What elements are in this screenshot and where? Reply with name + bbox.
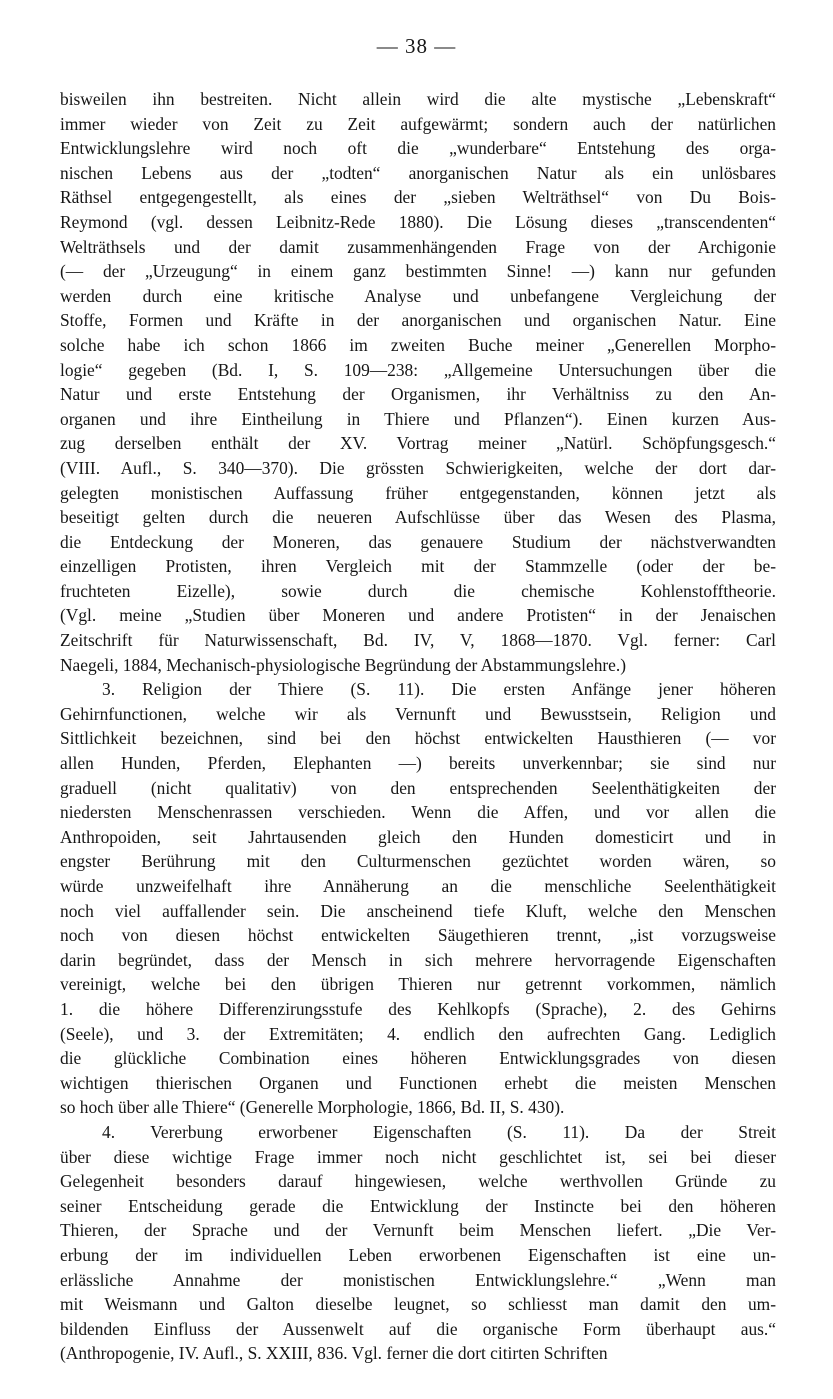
text-line: Naegeli, 1884, Mechanisch-physiologische Begründung der Abstammungslehre.) [60,654,627,675]
text-line: Gehirnfunctionen, welche wir als Vernunft und Bewusstsein, Religion und [60,703,776,724]
text-line: (Seele), und 3. der Extremitäten; 4. endlich den aufrechten Gang. Lediglich [60,1023,776,1044]
text-line: erlässliche Annahme der monistischen Entwicklungslehre.“ „Wenn man [60,1269,776,1290]
text-line: 3. Religion der Thiere (S. 11). Die ersten Anfänge jener höheren [102,679,776,700]
text-line: noch viel auffallender sein. Die anscheinend tiefe Kluft, welche den Menschen [60,900,776,921]
paragraph-1 [60,87,776,677]
paragraph-3 [60,1120,776,1366]
text-line: allen Hunden, Pferden, Elephanten —) bereits unverkennbar; sie sind nur [60,753,776,774]
text-line: bildenden Einfluss der Aussenwelt auf die organische Form überhaupt aus.“ [60,1318,776,1339]
text-line: wichtigen thierischen Organen und Functionen erhebt die meisten Menschen [60,1072,776,1093]
text-line: würde unzweifelhaft ihre Annäherung an die menschliche Seelenthätigkeit [60,876,776,896]
text-line: engster Berührung mit den Culturmenschen gezüchtet worden wären, so [60,851,776,872]
text-line: Zeitschrift für Naturwissenschaft, Bd. IV, V, 1868—1870. Vgl. ferner: Carl [60,630,776,651]
text-line: immer wieder von Zeit zu Zeit aufgewärmt; sondern auch der natürlichen [60,113,776,134]
text-line: Reymond (vgl. dessen Leibnitz-Rede 1880). Die Lösung dieses „transcendenten“ [60,211,776,232]
text-line: Thieren, der Sprache und der Vernunft beim Menschen liefert. „Die Ver- [60,1220,776,1241]
text-line: (Anthropogenie, IV. Aufl., S. XXIII, 836. Vgl. ferner die dort citirten Schriften [60,1343,608,1364]
text-line: noch von diesen höchst entwickelten Säugethieren trennt, „ist vorzugsweise [60,925,776,946]
text-line: über diese wichtige Frage immer noch nicht geschlichtet ist, sei bei dieser [60,1146,776,1167]
text-line: nischen Lebens aus der „todten“ anorganischen Natur als ein unlösbares [60,162,776,183]
text-line: darin begründet, dass der Mensch in sich mehrere hervorragende Eigenschaften [60,949,776,970]
text-line: beseitigt gelten durch die neueren Aufschlüsse über das Wesen des Plasma, [60,507,776,528]
text-line: (Vgl. meine „Studien über Moneren und andere Protisten“ in der Jenaischen [60,605,776,626]
text-line: einzelligen Protisten, ihren Vergleich mit der Stammzelle (oder der be- [60,556,776,577]
text-line: 1. die höhere Differenzirungsstufe des Kehlkopfs (Sprache), 2. des Gehirns [60,998,776,1019]
text-line: erbung der im individuellen Leben erworbenen Eigenschaften ist eine un- [60,1244,776,1265]
text-line: graduell (nicht qualitativ) von den entsprechenden Seelenthätigkeiten der [60,777,776,798]
text-line: Entwicklungslehre wird noch oft die „wunderbare“ Entstehung des orga- [60,138,776,159]
text-line: Welträthsels und der damit zusammenhängenden Frage von der Archigonie [60,236,776,257]
text-line: (VIII. Aufl., S. 340—370). Die grössten Schwierigkeiten, welche der dort dar- [60,457,776,478]
text-line: Räthsel entgegengestellt, als eines der „sieben Welträthsel“ von Du Bois- [60,187,776,208]
text-line: zug derselben enthält der XV. Vortrag meiner „Natürl. Schöpfungsgesch.“ [60,433,776,454]
text-line: werden durch eine kritische Analyse und unbefangene Vergleichung der [60,285,776,306]
body-text [60,87,776,1366]
text-line: 4. Vererbung erworbener Eigenschaften (S. 11). Da der Streit [102,1121,776,1142]
text-line: Anthropoiden, seit Jahrtausenden gleich den Hunden domesticirt und in [60,826,776,847]
text-line: so hoch über alle Thiere“ (Generelle Morphologie, 1866, Bd. II, S. 430). [60,1097,565,1118]
text-line: vereinigt, welche bei den übrigen Thieren nur getrennt vorkommen, nämlich [60,974,776,995]
text-line: Sittlichkeit bezeichnen, sind bei den höchst entwickelten Hausthieren (— vor [60,728,776,749]
text-line: solche habe ich schon 1866 im zweiten Buche meiner „Generellen Morpho- [60,334,776,355]
text-line: mit Weismann und Galton dieselbe leugnet, so schliesst man damit den um- [60,1294,776,1315]
text-line: seiner Entscheidung gerade die Entwicklung der Instincte bei den höheren [60,1195,776,1216]
text-line: fruchteten Eizelle), sowie durch die chemische Kohlenstofftheorie. [60,580,776,601]
text-line: die Entdeckung der Moneren, das genauere Studium der nächstverwandten [60,531,776,552]
text-line: niedersten Menschenrassen verschieden. Wenn die Affen, und vor allen die [60,802,776,823]
text-line: bisweilen ihn bestreiten. Nicht allein wird die alte mystische „Lebenskraft“ [60,89,776,109]
text-line: (— der „Urzeugung“ in einem ganz bestimmten Sinne! —) kann nur gefunden [60,261,776,282]
text-line: gelegten monistischen Auffassung früher entgegenstanden, können jetzt als [60,482,776,503]
text-line: Natur und erste Entstehung der Organismen, ihr Verhältniss zu den An- [60,384,776,405]
text-line: Stoffe, Formen und Kräfte in der anorganischen und organischen Natur. Eine [60,310,776,331]
text-line: logie“ gegeben (Bd. I, S. 109—238: „Allgemeine Untersuchungen über die [60,359,776,380]
paragraph-2 [60,677,776,1120]
page-number: — 38 — [376,34,457,58]
text-line: die glückliche Combination eines höheren Entwicklungsgrades von diesen [60,1048,776,1069]
text-line: organen und ihre Eintheilung in Thiere und Pflanzen“). Einen kurzen Aus- [60,408,776,429]
text-line: Gelegenheit besonders darauf hingewiesen, welche werthvollen Gründe zu [60,1171,776,1192]
